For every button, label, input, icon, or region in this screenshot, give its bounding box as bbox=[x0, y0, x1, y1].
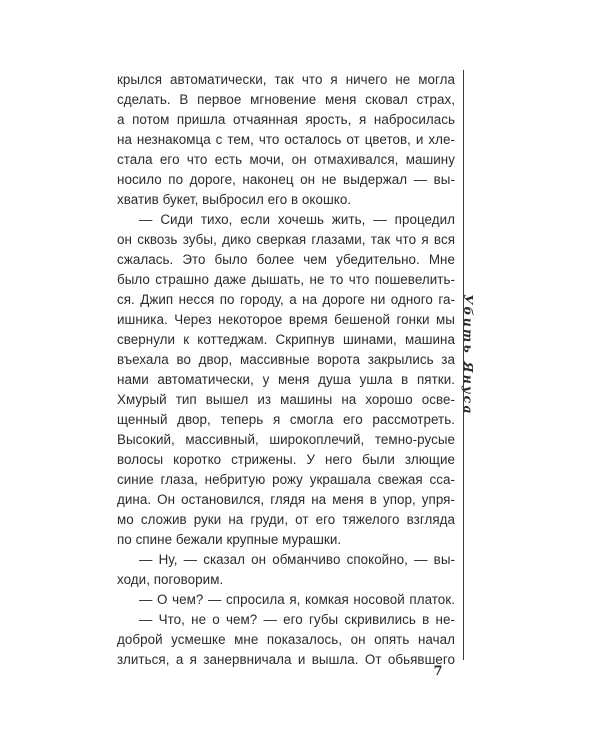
text-line: Высокий, массивный, широкоплечий, темно-русые bbox=[117, 432, 455, 447]
text-line: стала его что есть мочи, он отмахивался, машину bbox=[117, 152, 455, 167]
text-line: — Ну, — сказал он обманчиво спокойно, — вы- bbox=[139, 552, 455, 567]
text-line: было страшно даже дышать, не то что пошевелить- bbox=[117, 272, 455, 287]
text-line: доброй усмешке мне показалось, он опять начал bbox=[117, 632, 455, 647]
text-line: сжалась. Это было более чем убедительно. Мне bbox=[117, 252, 455, 267]
text-line: нами автоматически, у меня душа ушла в пятки. bbox=[117, 372, 455, 387]
text-line: по спине бежали крупные мурашки. bbox=[117, 532, 342, 547]
text-line: он сквозь зубы, дико сверкая глазами, так что я вся bbox=[117, 232, 455, 247]
text-line: злиться, а я занервничала и вышла. От обьявшего bbox=[117, 652, 455, 667]
text-line: Хмурый тип вышел из машины на хорошо осве- bbox=[117, 392, 455, 407]
text-line: крылся автоматически, так что я ничего не могла bbox=[117, 72, 455, 87]
text-line: — О чем? — спросила я, комкая носовой платок. bbox=[139, 592, 455, 607]
text-line: — Что, не о чем? — его губы скривились в не- bbox=[139, 612, 455, 627]
text-line: на незнакомца с тем, что осталось от цветов, и хле- bbox=[117, 132, 455, 147]
text-line: свернули к коттеджам. Скрипнув шинами, машина bbox=[117, 332, 455, 347]
page-number: 7 bbox=[433, 664, 443, 679]
text-line: ся. Джип несся по городу, а на дороге ни одного га- bbox=[117, 292, 455, 307]
text-line: носило по дороге, наконец он не выдержал — вы- bbox=[117, 172, 455, 187]
text-line: ходи, поговорим. bbox=[117, 572, 224, 587]
text-line: волосы коротко стрижены. У него были злющие bbox=[117, 452, 455, 467]
running-head: Убить Януса bbox=[461, 294, 476, 416]
text-line: щенный двор, теперь я смогла его рассмотреть. bbox=[117, 412, 455, 427]
text-line: хватив букет, выбросил его в окошко. bbox=[117, 192, 352, 207]
text-line: а потом пришла отчаянная ярость, я набросилась bbox=[117, 112, 455, 127]
text-line: ишника. Через некоторое время бешеной гонки мы bbox=[117, 312, 455, 327]
text-line: мо сложив руки на груди, от его тяжелого взгляда bbox=[117, 512, 455, 527]
text-line: — Сиди тихо, если хочешь жить, — процедил bbox=[139, 212, 455, 227]
text-line: въехала во двор, массивные ворота закрылись за bbox=[117, 352, 455, 367]
text-line: сделать. В первое мгновение меня сковал страх, bbox=[117, 92, 455, 107]
text-line: синие глаза, небритую рожу украшала свежая ссa- bbox=[117, 472, 455, 487]
text-line: дина. Он остановился, глядя на меня в упор, упря- bbox=[117, 492, 455, 507]
